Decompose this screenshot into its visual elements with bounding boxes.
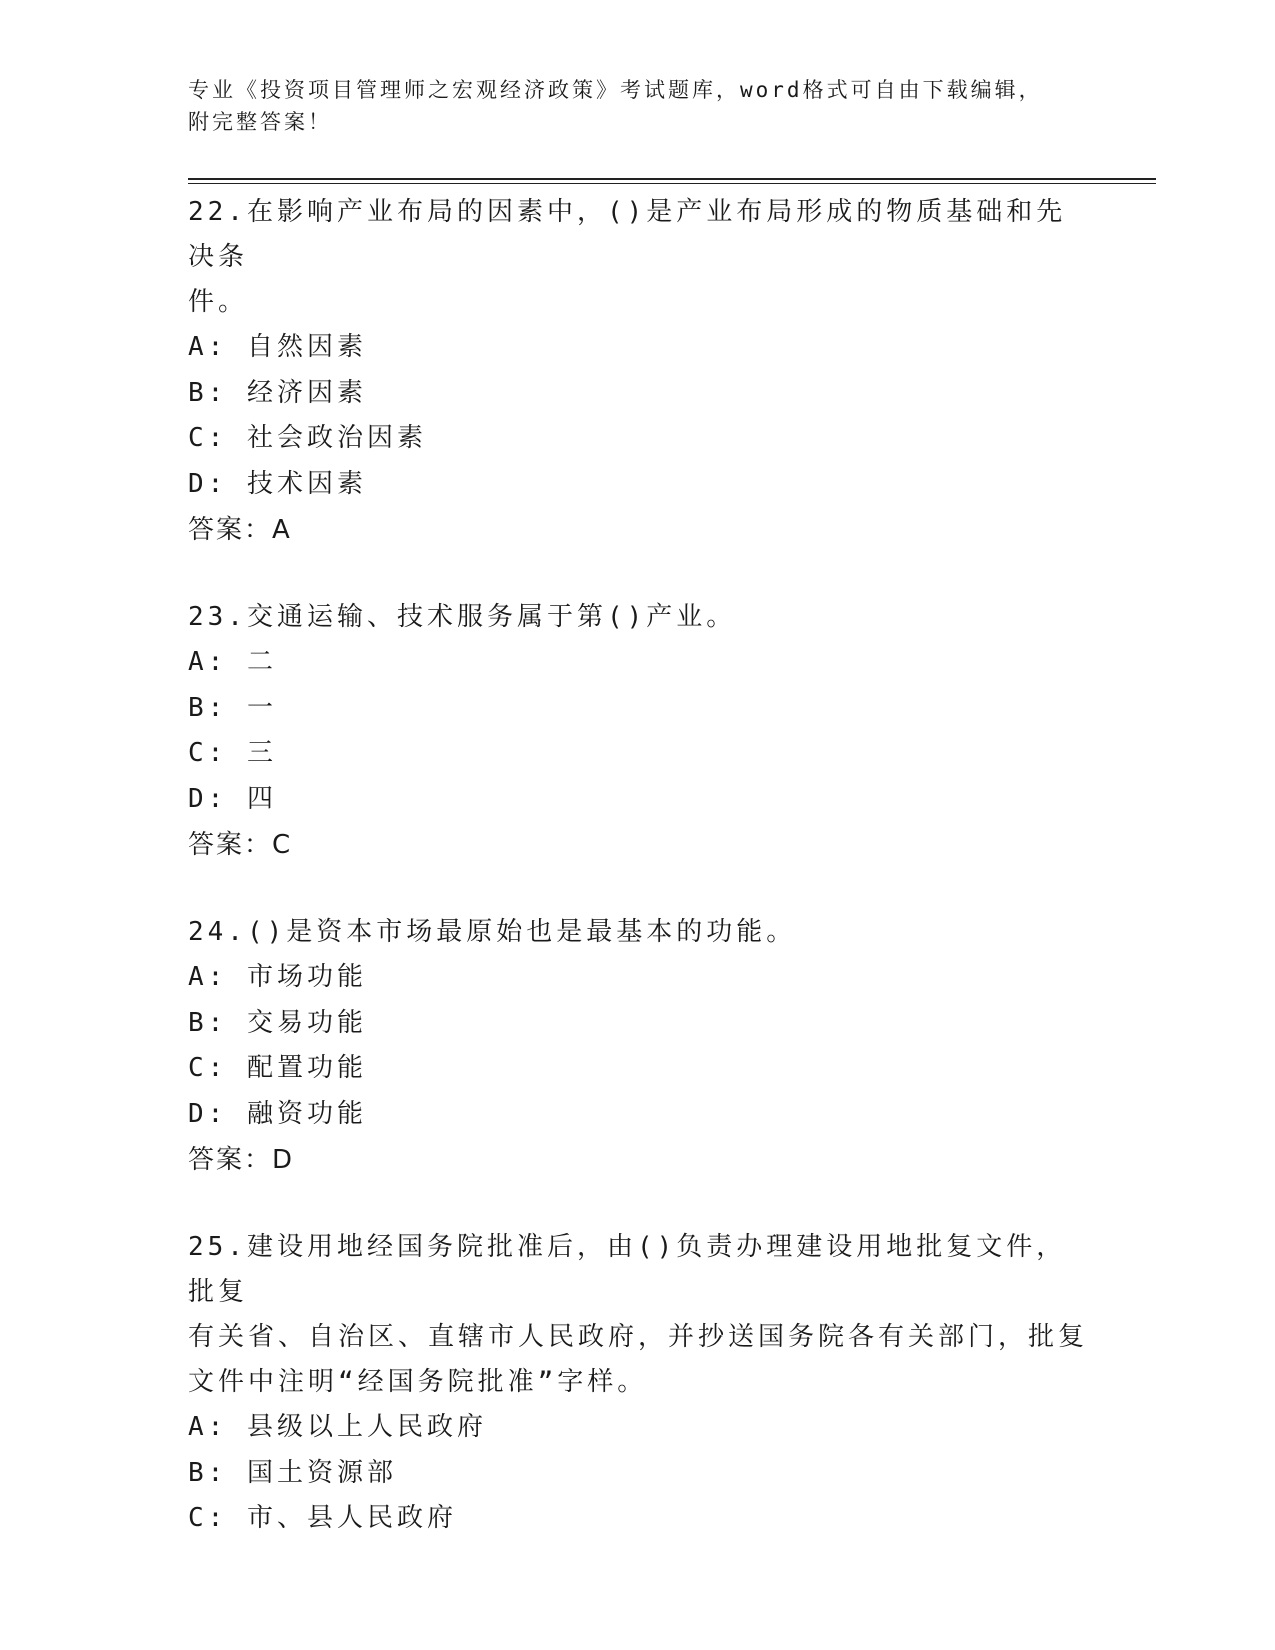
option-b: B: 经济因素 — [188, 377, 367, 408]
option-c: C: 社会政治因素 — [188, 423, 427, 453]
option-d: D: 技术因素 — [188, 468, 367, 499]
question-22 — [188, 190, 1088, 553]
question-stem: 23.交通运输、技术服务属于第()产业。 — [188, 602, 737, 632]
header-divider-thick — [188, 178, 1156, 180]
question-stem: 22.在影响产业布局的因素中，()是产业布局形成的物质基础和先决条 — [188, 197, 1067, 272]
question-24 — [188, 910, 1088, 1183]
answer: 答案：C — [188, 830, 293, 860]
option-b: B: 国土资源部 — [188, 1457, 397, 1488]
option-a: A: 二 — [188, 647, 277, 677]
option-b: B: 交易功能 — [188, 1007, 367, 1038]
answer: 答案：A — [188, 515, 292, 545]
question-stem-continued: 有关省、自治区、直辖市人民政府，并抄送国务院各有关部门，批复 — [188, 1322, 1089, 1352]
option-a: A: 市场功能 — [188, 962, 367, 992]
option-a: A: 县级以上人民政府 — [188, 1412, 487, 1442]
option-b: B: 一 — [188, 692, 277, 723]
question-stem-continued: 件。 — [188, 287, 249, 317]
option-d: D: 融资功能 — [188, 1098, 367, 1129]
question-stem: 25.建设用地经国务院批准后，由()负责办理建设用地批复文件，批复 — [188, 1232, 1067, 1307]
option-c: C: 三 — [188, 738, 277, 768]
document-header — [188, 74, 1088, 138]
header-divider-thin — [188, 183, 1156, 184]
header-line-2: 附完整答案！ — [188, 110, 332, 134]
option-a: A: 自然因素 — [188, 332, 367, 362]
question-stem-continued: 文件中注明“经国务院批准”字样。 — [188, 1367, 648, 1397]
option-c: C: 市、县人民政府 — [188, 1503, 457, 1533]
question-stem: 24.()是资本市场最原始也是最基本的功能。 — [188, 917, 797, 947]
question-list — [188, 190, 1088, 1584]
option-c: C: 配置功能 — [188, 1053, 367, 1083]
question-23 — [188, 595, 1088, 868]
option-d: D: 四 — [188, 783, 277, 814]
question-25 — [188, 1225, 1088, 1542]
header-line-1: 专业《投资项目管理师之宏观经济政策》考试题库，word格式可自由下载编辑， — [188, 78, 1043, 102]
answer: 答案：D — [188, 1145, 295, 1175]
